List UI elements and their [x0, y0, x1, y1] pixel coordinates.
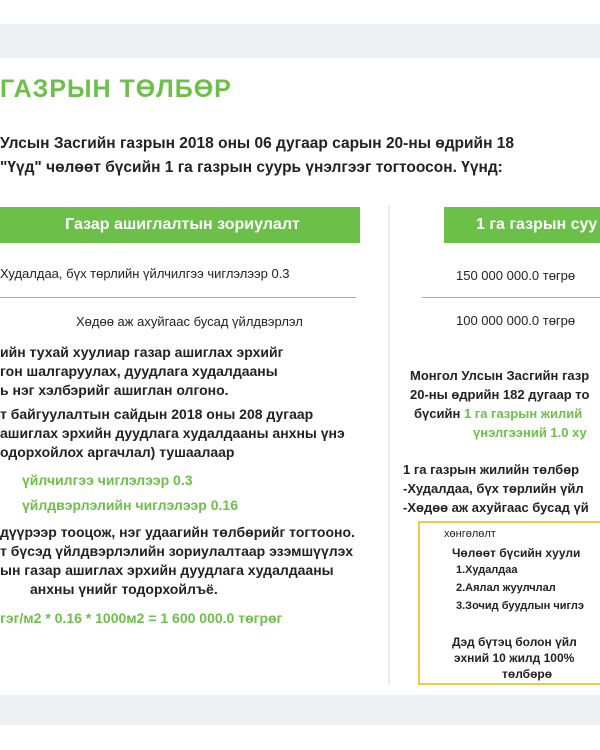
paragraph-line: анхны үнийг тодорхойлъё. [30, 581, 218, 597]
calculation-formula: гэг/м2 * 0.16 * 1000м2 = 1 600 000.0 төгрөг [0, 610, 283, 626]
resolution-line: Монгол Улсын Засгийн газр [410, 368, 590, 383]
paragraph-line: гон шалгаруулах, дуудлага худалдааны [0, 363, 278, 379]
column-divider [388, 205, 390, 685]
land-use-purpose-header: Газар ашиглалтын зориулалт [0, 207, 360, 243]
row-divider [0, 297, 356, 298]
note-footer [452, 634, 577, 682]
purpose-row-trade: Худалдаа, бүх төрлийн үйлчилгээ чиглэлээр 0.3 [0, 266, 290, 281]
resolution-line: үнэлгээний 1.0 ху [473, 425, 587, 440]
annual-fee-block [403, 460, 589, 517]
price-value-industry: 100 000 000.0 төгрө [456, 313, 576, 328]
paragraph-line: т бүсэд үйлдвэрлэлийн зориулалтаар эзэмшүүлэх [0, 543, 353, 559]
coefficient-service: үйлчилгээ чиглэлээр 0.3 [22, 472, 193, 488]
annual-fee-line: 1 га газрын жилийн төлбөр [403, 462, 580, 477]
paragraph-line: ийн тухай хуулиар газар ашиглах эрхийг [0, 344, 284, 360]
government-resolution-block [410, 366, 589, 442]
paragraph-line: ашиглах эрхийн дуудлага худалдааны анхны үнэ [0, 425, 345, 441]
paragraph-line: одорхойлох аргачлал) тушаалаар [0, 444, 235, 460]
order-paragraph [0, 405, 345, 462]
note-footer-line: төлбөрө [502, 667, 553, 681]
calculation-paragraph [0, 523, 355, 599]
paragraph-line: т байгуулалтын сайдын 2018 оны 208 дугаар [0, 406, 314, 422]
paragraph-line: ь нэг хэлбэрийг ашиглан олгоно. [0, 382, 229, 398]
price-value-trade: 150 000 000.0 төгрө [456, 268, 576, 283]
note-footer-line: Дэд бүтэц болон үйл [452, 635, 577, 649]
resolution-highlight: 1 га газрын жилий [463, 406, 583, 421]
resolution-prefix: бүсийн [414, 406, 464, 421]
bottom-band [0, 695, 600, 725]
note-title: хөнгөлөлт [444, 528, 496, 540]
paragraph-line: дүүрээр тооцож, нэг удаагийн төлбөрийг тогтооно. [0, 524, 355, 540]
note-item: 3.Зочид буудлын чиглэ [456, 600, 584, 612]
coefficient-industry: үйлдвэрлэлийн чиглэлээр 0.16 [22, 497, 238, 513]
resolution-line [410, 404, 589, 423]
top-band [0, 24, 600, 58]
note-item: 2.Аялал жуулчлал [456, 582, 556, 594]
page-title: ГАЗРЫН ТӨЛБӨР [0, 75, 232, 103]
note-footer-line: эхний 10 жилд 100% [454, 651, 575, 665]
intro-line: "Үүд" чөлөөт бүсийн 1 га газрын суурь үнэлгээг тогтоосон. Үүнд: [0, 159, 503, 176]
intro-text [0, 132, 600, 180]
annual-fee-line: -Хөдөө аж ахуйгаас бусад үй [403, 500, 589, 515]
note-subtitle: Чөлөөт бүсийн хуули [452, 546, 581, 560]
intro-line: Улсын Засгийн газрын 2018 оны 06 дугаар сарын 20-ны өдрийн 18 [0, 135, 514, 152]
base-price-header: 1 га газрын суу [444, 207, 600, 243]
purpose-row-industry: Хөдөө аж ахуйгаас бусад үйлдвэрлэл [76, 314, 303, 329]
row-divider [422, 297, 600, 298]
law-paragraph [0, 343, 283, 400]
annual-fee-line: -Худалдаа, бүх төрлийн үйл [403, 481, 584, 496]
paragraph-line: ын газар ашиглах эрхийн дуудлага худалдааны [0, 562, 334, 578]
resolution-line: 20-ны өдрийн 182 дугаар то [410, 387, 590, 402]
note-item: 1.Худалдаа [456, 564, 518, 576]
